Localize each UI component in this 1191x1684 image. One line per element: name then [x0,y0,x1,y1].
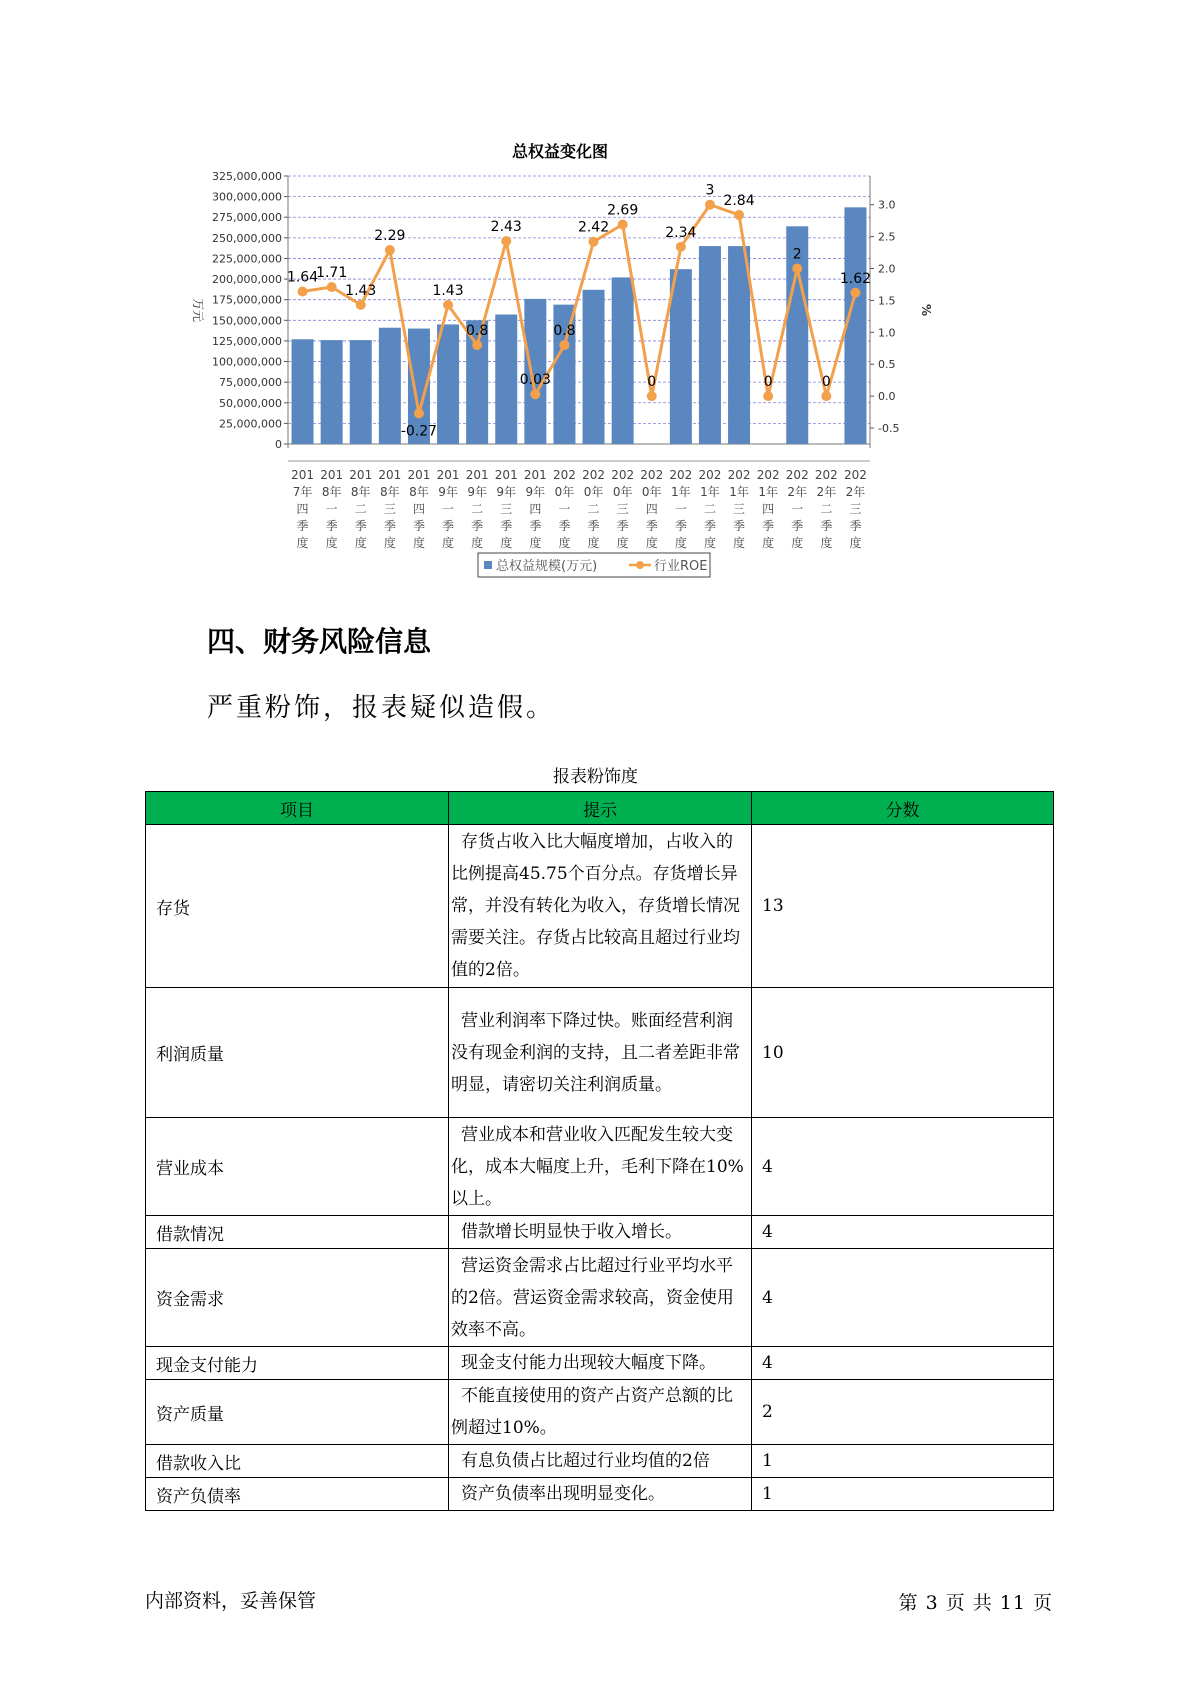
x-tick-label: 三 [500,502,513,516]
x-tick-label: 2年 [787,485,808,499]
bar [321,340,343,444]
row-hint: 营运资金需求占比超过行业平均水平的2倍。营运资金需求较高，资金使用效率不高。 [449,1249,752,1347]
chart-title: 总权益变化图 [511,142,609,161]
table-row [146,1380,1054,1445]
x-tick-label: 9年 [467,485,487,499]
roe-data-label: -0.27 [400,423,438,440]
legend-swatch-bar [484,561,492,569]
x-tick-label: 202 [611,468,635,482]
x-tick-label: 202 [669,468,693,482]
equity-change-chart [180,135,940,590]
x-tick-label: 季 [674,519,687,533]
row-score: 4 [752,1118,1054,1216]
x-tick-label: 0年 [554,485,575,499]
x-tick-label: 201 [320,468,344,482]
row-item: 借款情况 [146,1216,449,1249]
x-tick-label: 季 [383,519,396,533]
x-tick-label: 0年 [612,485,633,499]
section-title: 四、财务风险信息 [207,625,432,658]
bar [612,277,634,444]
x-tick-label: 二 [587,502,600,516]
x-tick-label: 三 [849,502,862,516]
x-tick-label: 201 [436,468,460,482]
roe-data-label: 2.42 [577,219,610,236]
left-tick-label: 225,000,000 [212,252,282,266]
roe-data-label: 0.8 [553,323,576,340]
roe-point [850,288,860,298]
right-tick-label: 2.0 [878,262,896,276]
x-tick-label: 0年 [583,485,604,499]
row-item: 营业成本 [146,1118,449,1216]
header-score: 分数 [752,792,1054,825]
left-tick-label: 325,000,000 [212,170,282,183]
right-tick-label: 0.5 [878,358,896,372]
right-tick-label: 3.0 [878,198,896,212]
row-score: 1 [752,1445,1054,1478]
x-tick-label: 202 [727,468,751,482]
x-tick-label: 度 [674,536,687,550]
bar [379,328,401,444]
x-tick-label: 201 [349,468,373,482]
y-right-axis-title: % [919,303,933,317]
left-tick-label: 125,000,000 [212,334,282,348]
x-tick-label: 一 [442,502,455,516]
x-tick-label: 8年 [409,485,429,499]
x-tick-label: 季 [820,519,833,533]
roe-point [676,242,686,252]
roe-point [559,340,569,350]
x-tick-label: 9年 [496,485,517,499]
risk-conclusion: 严重粉饰，报表疑似造假。 [207,693,556,723]
x-tick-label: 季 [442,519,455,533]
x-tick-label: 季 [529,519,542,533]
roe-point [443,300,453,310]
roe-point [298,286,308,296]
roe-point [705,200,715,210]
row-hint: 存货占收入比大幅度增加，占收入的比例提高45.75个百分点。存货增长异常，并没有转化为收入，存货增长情况需要关注。存货占比较高且超过行业均值的2倍。 [449,825,752,988]
roe-data-label: 2 [792,246,802,263]
x-tick-label: 二 [703,502,716,516]
roe-point [792,264,802,274]
row-hint: 借款增长明显快于收入增长。 [449,1216,752,1249]
x-tick-label: 度 [733,536,746,550]
roe-data-label: 1.64 [286,269,319,286]
x-tick-label: 二 [820,502,833,516]
row-hint: 营业利润率下降过快。账面经营利润没有现金利润的支持，且二者差距非常明显，请密切关注利润质量。 [449,988,752,1118]
x-tick-label: 度 [820,536,833,550]
x-tick-label: 一 [558,502,571,516]
x-tick-label: 季 [703,519,716,533]
roe-data-label: 0 [763,374,773,391]
x-tick-label: 9年 [525,485,546,499]
roe-point [647,391,657,401]
x-tick-label: 四 [645,502,658,516]
table-row [146,1347,1054,1380]
roe-data-label: 2.34 [665,224,697,241]
x-tick-label: 202 [814,468,838,482]
x-tick-label: 度 [296,536,309,550]
row-item: 资产负债率 [146,1478,449,1511]
left-tick-label: 25,000,000 [219,417,282,431]
left-tick-label: 150,000,000 [212,314,282,328]
x-tick-label: 季 [471,519,484,533]
roe-point [618,219,628,229]
row-score: 1 [752,1478,1054,1511]
left-tick-label: 50,000,000 [219,396,282,410]
x-tick-label: 8年 [321,485,342,499]
left-tick-label: 0 [275,438,282,451]
x-tick-label: 度 [471,536,484,550]
left-tick-label: 250,000,000 [212,231,282,245]
row-item: 资金需求 [146,1249,449,1347]
x-tick-label: 8年 [380,485,400,499]
x-tick-label: 度 [645,536,658,550]
left-tick-label: 75,000,000 [219,376,282,390]
table-header-row [146,792,1054,825]
x-tick-label: 季 [616,519,629,533]
x-tick-label: 7年 [292,485,313,499]
roe-point [501,236,511,246]
x-tick-label: 202 [785,468,809,482]
bar [495,315,517,444]
roe-data-label: 0.8 [466,323,489,340]
bar [670,269,692,444]
x-tick-label: 季 [296,519,309,533]
roe-data-label: 1.43 [345,282,377,299]
bar [844,207,866,444]
row-score: 4 [752,1347,1054,1380]
x-tick-label: 度 [703,536,716,550]
bar [437,324,459,444]
right-tick-label: -0.5 [878,422,900,436]
row-score: 13 [752,825,1054,988]
row-item: 借款收入比 [146,1445,449,1478]
x-tick-label: 度 [500,536,513,550]
row-item: 资产质量 [146,1380,449,1445]
bar [583,290,605,444]
right-tick-label: 1.0 [878,326,896,340]
bar [350,340,372,444]
x-tick-label: 202 [698,468,722,482]
roe-data-label: 3 [705,182,715,199]
row-score: 4 [752,1216,1054,1249]
row-score: 2 [752,1380,1054,1445]
x-tick-label: 202 [582,468,606,482]
x-tick-label: 二 [471,502,484,516]
x-tick-label: 三 [383,502,396,516]
x-tick-label: 四 [296,502,309,516]
x-tick-label: 1年 [758,485,778,499]
roe-data-label: 2.84 [723,192,755,209]
x-tick-label: 度 [791,536,804,550]
x-tick-label: 度 [354,536,367,550]
x-tick-label: 202 [756,468,780,482]
x-tick-label: 201 [291,468,315,482]
row-hint: 有息负债占比超过行业均值的2倍 [449,1445,752,1478]
table-row [146,1249,1054,1347]
x-tick-label: 201 [378,468,402,482]
roe-point [327,282,337,292]
x-tick-label: 2年 [845,485,866,499]
legend-label-roe: 行业ROE [654,559,708,574]
x-tick-label: 二 [354,502,367,516]
x-tick-label: 季 [500,519,513,533]
x-tick-label: 四 [762,502,775,516]
roe-data-label: 0 [647,374,657,391]
left-tick-label: 300,000,000 [212,190,282,204]
x-tick-label: 度 [529,536,542,550]
x-tick-label: 0年 [641,485,662,499]
left-tick-label: 100,000,000 [212,355,282,369]
roe-point [414,408,424,418]
row-item: 利润质量 [146,988,449,1118]
left-tick-label: 275,000,000 [212,211,282,225]
x-tick-label: 8年 [350,485,371,499]
footer-confidential: 内部资料，妥善保管 [145,1590,317,1612]
x-tick-label: 1年 [671,485,691,499]
roe-data-label: 1.62 [839,270,872,287]
x-tick-label: 季 [558,519,571,533]
x-tick-label: 季 [791,519,804,533]
x-tick-label: 201 [407,468,431,482]
x-tick-label: 202 [640,468,664,482]
roe-data-label: 0.03 [519,372,551,389]
left-tick-label: 200,000,000 [212,273,282,287]
bar [728,246,750,444]
x-tick-label: 度 [587,536,600,550]
x-tick-label: 202 [552,468,576,482]
x-tick-label: 度 [325,536,338,550]
roe-point [530,389,540,399]
row-score: 10 [752,988,1054,1118]
right-tick-label: 2.5 [878,230,896,244]
x-tick-label: 度 [383,536,396,550]
left-tick-label: 175,000,000 [212,293,282,307]
x-tick-label: 季 [733,519,746,533]
x-tick-label: 度 [762,536,775,550]
roe-point [589,237,599,247]
x-tick-label: 度 [442,536,455,550]
roe-point [763,391,773,401]
table-row [146,1216,1054,1249]
roe-data-label: 2.29 [374,228,406,245]
x-tick-label: 度 [616,536,629,550]
bar [699,246,721,444]
x-tick-label: 度 [412,536,425,550]
x-tick-label: 三 [616,502,629,516]
x-tick-label: 季 [354,519,367,533]
x-tick-label: 201 [523,468,547,482]
x-tick-label: 201 [494,468,518,482]
row-hint: 资产负债率出现明显变化。 [449,1478,752,1511]
roe-point [472,340,482,350]
row-hint: 现金支付能力出现较大幅度下降。 [449,1347,752,1380]
bar [292,339,314,444]
row-item: 现金支付能力 [146,1347,449,1380]
x-tick-label: 9年 [438,485,458,499]
row-hint: 营业成本和营业收入匹配发生较大变化，成本大幅度上升，毛利下降在10%以上。 [449,1118,752,1216]
x-tick-label: 一 [674,502,687,516]
x-tick-label: 度 [849,536,862,550]
roe-data-label: 2.69 [607,202,639,219]
x-tick-label: 季 [849,519,862,533]
x-tick-label: 四 [529,502,542,516]
footer-page-number: 第 3 页 共 11 页 [898,1592,1053,1614]
x-tick-label: 一 [791,502,804,516]
right-tick-label: 0.0 [878,390,896,404]
x-tick-label: 四 [412,502,425,516]
roe-data-label: 0 [821,374,831,391]
table-caption: 报表粉饰度 [553,767,638,787]
row-hint: 不能直接使用的资产占资产总额的比例超过10%。 [449,1380,752,1445]
x-tick-label: 季 [412,519,425,533]
table-row [146,1478,1054,1511]
legend-label-equity: 总权益规模(万元) [496,559,598,574]
header-item: 项目 [146,792,449,825]
roe-point [734,210,744,220]
risk-table [145,791,1054,1511]
x-tick-label: 201 [465,468,489,482]
x-tick-label: 1年 [729,485,749,499]
header-hint: 提示 [449,792,752,825]
table-row [146,988,1054,1118]
roe-data-label: 2.43 [490,219,522,236]
roe-point [385,245,395,255]
row-item: 存货 [146,825,449,988]
roe-data-label: 1.43 [432,282,464,299]
table-row [146,1445,1054,1478]
table-row [146,1118,1054,1216]
roe-point [356,300,366,310]
x-tick-label: 季 [587,519,600,533]
roe-data-label: 1.71 [316,265,348,282]
table-row [146,825,1054,988]
x-tick-label: 季 [325,519,338,533]
x-tick-label: 季 [762,519,775,533]
legend-swatch-dot [636,561,644,569]
x-tick-label: 季 [645,519,658,533]
y-left-axis-title: 万元 [191,297,205,323]
x-tick-label: 1年 [700,485,720,499]
x-tick-label: 一 [325,502,338,516]
row-score: 4 [752,1249,1054,1347]
x-tick-label: 202 [843,468,867,482]
roe-point [821,391,831,401]
x-tick-label: 三 [733,502,746,516]
right-tick-label: 1.5 [878,294,896,308]
x-tick-label: 2年 [816,485,837,499]
x-tick-label: 度 [558,536,571,550]
